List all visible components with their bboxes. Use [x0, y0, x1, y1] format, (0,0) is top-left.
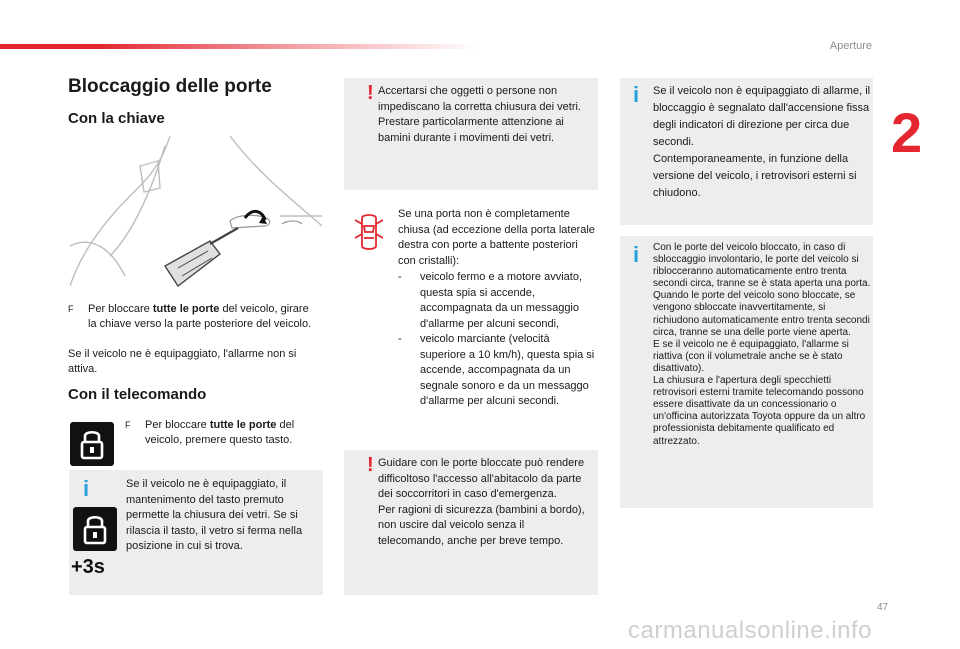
bullet-text-post: del veicolo, girare la chiave verso la parte posteriore del veicolo. — [88, 303, 312, 330]
window-warning-panel — [344, 78, 598, 190]
window-close-info-text: Se il veicolo ne è equipaggiato, il mantenimento del tasto premuto permette la chiusura dei vetri. Se si rilascia il tasto, il vetro si ferma nella posizione in cui si trova. — [126, 478, 303, 552]
remote-section-heading: Con il telecomando — [68, 386, 207, 403]
key-lock-illustration — [70, 136, 322, 296]
alarm-info-text: Se il veicolo non è equipaggiato di allarme, il bloccaggio è segnalato dall'accensione fissa degli indicatori di direzione per circa due secondi. Contemporaneamente, in funzione della versione del veicolo, i retrovisori esterni si chiudono. — [653, 85, 871, 199]
remote-lock-instruction — [125, 418, 315, 452]
door-key-drawing-icon — [70, 136, 322, 296]
chapter-number: 2 — [891, 101, 923, 164]
door-open-intro: Se una porta non è completamente chiusa (ad eccezione della porta laterale destra con porte a battente posteriori con cristalli): — [398, 208, 595, 267]
door-warning-list — [398, 270, 598, 410]
locked-driving-warning-panel — [344, 450, 598, 595]
section-label: Aperture — [829, 40, 872, 52]
page-title: Bloccaggio delle porte — [68, 76, 272, 97]
warning-icon: ! — [367, 82, 374, 104]
bullet-text-bold: tutte le porte — [152, 303, 220, 315]
bullet-text-post: del veicolo, premere questo tasto. — [145, 419, 295, 446]
list-item: - veicolo marciante (velocità superiore a 10 km/h), questa spia si accende, accompagnata da un segnale sonoro e da un messaggo d'allarme per alcuni secondi. — [398, 333, 595, 407]
auto-relock-info-text: Con le porte del veicolo bloccato, in caso di sbloccaggio involontario, le porte del veicolo si riblocceranno automaticamente entro trenta secondi circa, tranne se è stata aperta una porta. Quando le porte del veicolo sono bloccate, se vengono sbloccate inavvertitamente, si richiudono automaticamente entro trenta secondi circa, tranne se una delle porte viene aperta. E se il veicolo ne è equipaggiato, l'allarme si riattiva (con il volumetrale anche se è stato disattivato). La chiusura e l'apertura degli specchietti retrovisori esterni tramite telecomando possono essere disattivate da un concessionario o un'officina autorizzata Toyota oppure da un altro professionista debitamente qualificato ed attrezzato. — [653, 242, 871, 447]
auto-relock-info-panel — [620, 236, 873, 508]
bullet-marker: F — [68, 304, 74, 314]
watermark: carmanualsonline.info — [628, 617, 872, 644]
alarm-note: Se il veicolo ne è equipaggiato, l'allarme non si attiva. — [68, 348, 297, 375]
door-open-warning-icon — [352, 212, 386, 252]
bullet-text-bold: tutte le porte — [209, 419, 277, 431]
page-number: 47 — [877, 602, 889, 613]
locked-driving-warning-text: Guidare con le porte bloccate può rendere difficoltoso l'accesso all'abitacolo da parte dei soccorritori in caso d'emergenza. Per ragioni di sicurezza (bambini a bordo), non uscire dal veicolo senza il telecomando, anche per breve tempo. — [378, 457, 585, 547]
warning-icon: ! — [367, 454, 374, 476]
window-warning-text: Accertarsi che oggetti o persone non impediscano la corretta chiusura dei vetri. Prestare particolarmente attenzione ai bamini durante i movimenti dei vetri. — [378, 85, 581, 144]
header-accent-bar — [0, 44, 480, 49]
key-section-heading: Con la chiave — [68, 110, 165, 127]
list-item: - veicolo fermo e a motore avviato, questa spia si accende, accompagnata da un messaggio d'allarme per alcuni secondi, — [398, 271, 583, 330]
info-icon: i — [633, 242, 640, 267]
alarm-info-panel — [620, 78, 873, 225]
lock-button-icon — [70, 422, 114, 466]
hold-3s-label: +3s — [71, 556, 105, 578]
key-lock-instruction — [68, 302, 312, 350]
bullet-text-pre: Per bloccare — [88, 303, 153, 315]
bullet-marker: F — [125, 420, 131, 430]
info-icon: i — [83, 476, 90, 501]
lock-hold-icon — [73, 507, 117, 551]
info-icon: i — [633, 82, 640, 107]
bullet-text-pre: Per bloccare — [145, 419, 210, 431]
window-close-info-panel — [69, 470, 323, 595]
